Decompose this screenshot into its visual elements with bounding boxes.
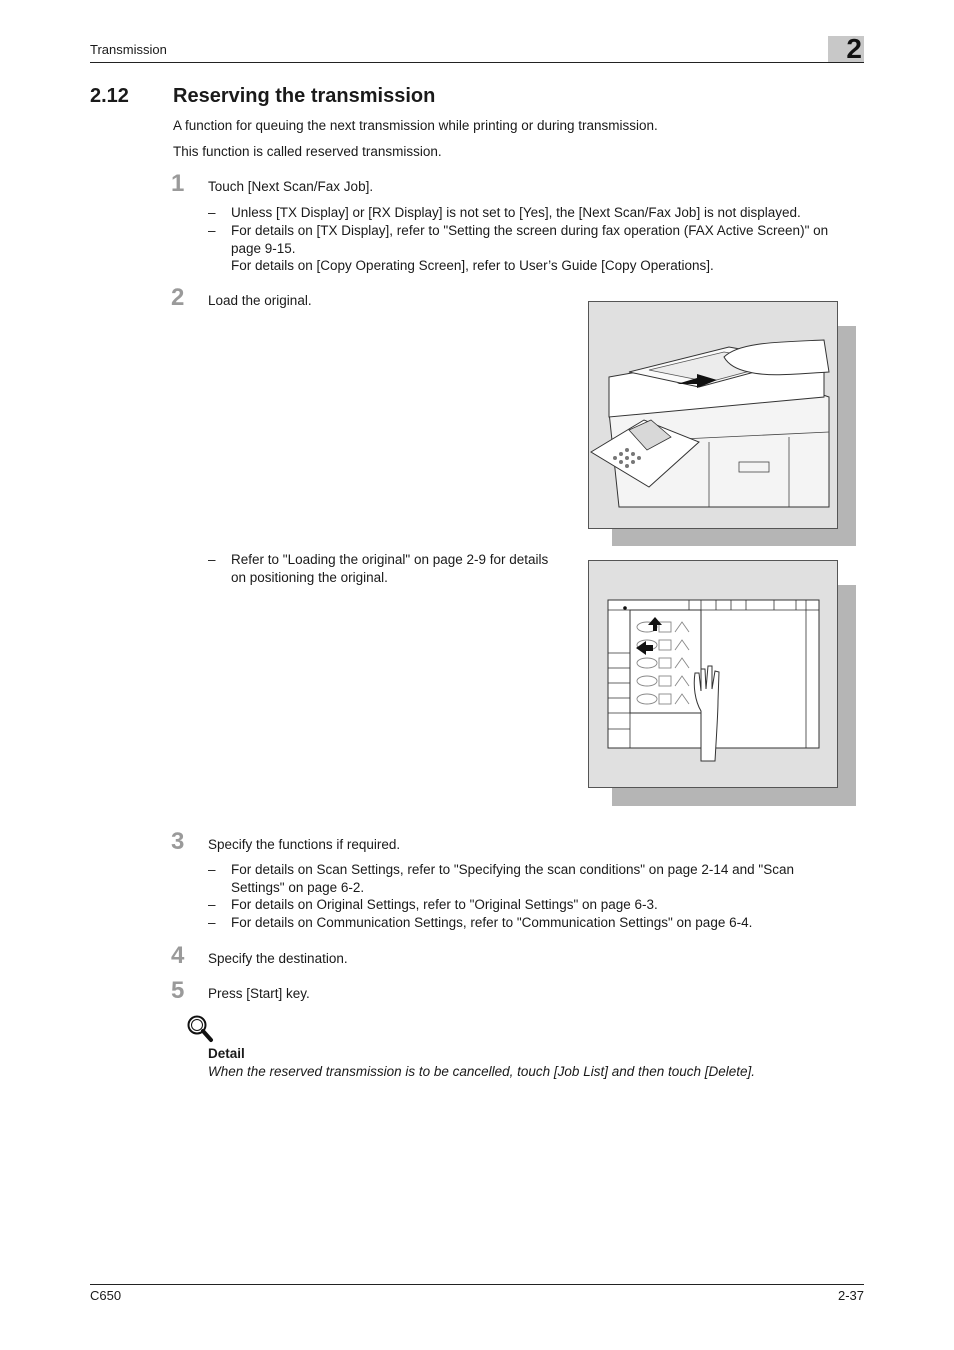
section-title: Reserving the transmission: [173, 85, 436, 107]
chapter-tab: [828, 33, 864, 64]
step-text: Touch [Next Scan/Fax Job].: [208, 179, 374, 194]
page-number: 2-37: [837, 1288, 864, 1303]
step-text: Specify the functions if required.: [208, 837, 401, 852]
footer-model: C650: [90, 1288, 122, 1303]
magnifier-icon: [186, 1014, 214, 1049]
step-text: Specify the destination.: [208, 951, 348, 966]
running-header: Transmission: [90, 42, 167, 57]
step-number: 2: [171, 284, 185, 311]
footer-rule: [90, 1284, 864, 1285]
intro-paragraph: This function is called reserved transmission.: [173, 144, 442, 159]
intro-paragraph: A function for queuing the next transmission while printing or during transmission.: [173, 118, 658, 133]
chapter-number: 2: [846, 33, 862, 64]
header-rule: [90, 62, 864, 63]
step-number: 4: [171, 942, 185, 969]
step-text: Load the original.: [208, 293, 312, 308]
platen-glass-icon: [589, 561, 837, 787]
adf-figure: [588, 301, 838, 529]
step-text: Press [Start] key.: [208, 986, 310, 1001]
platen-figure: [588, 560, 838, 788]
step-number: 5: [171, 977, 185, 1004]
detail-text: When the reserved transmission is to be cancelled, touch [Job List] and then touch [Delete].: [208, 1064, 756, 1079]
step-number: 3: [171, 828, 185, 855]
printer-adf-icon: [589, 302, 837, 528]
detail-label: Detail: [208, 1046, 245, 1061]
section-number: 2.12: [90, 85, 129, 107]
step-number: 1: [171, 170, 185, 197]
